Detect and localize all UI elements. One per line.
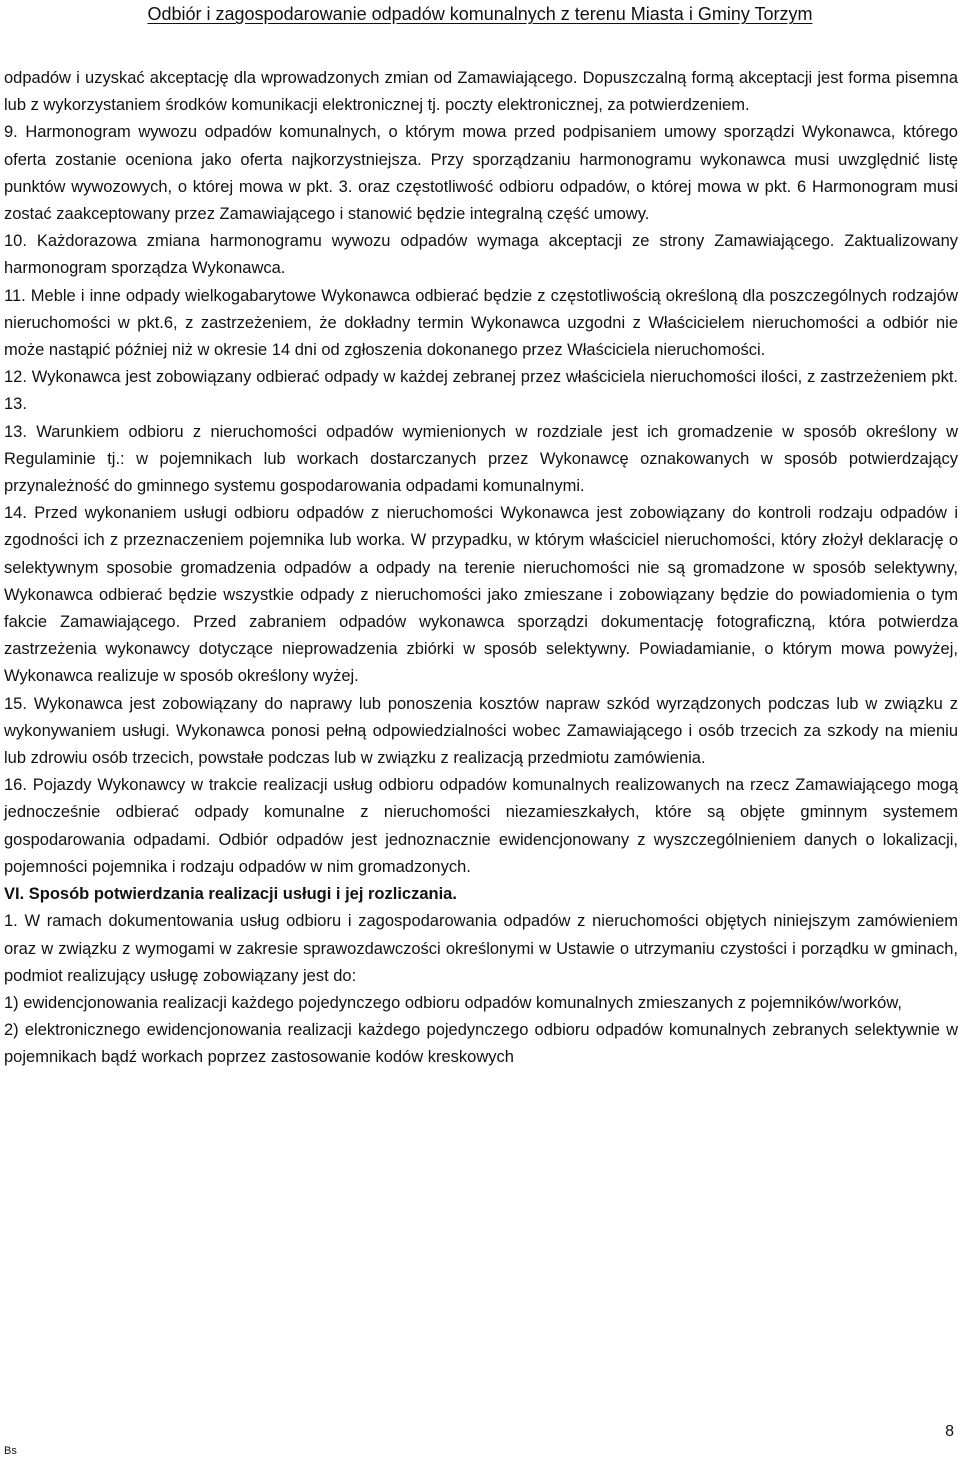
page-number: 8 xyxy=(945,1423,954,1440)
paragraph-item-15: 15. Wykonawca jest zobowiązany do naprawy lub ponoszenia kosztów napraw szkód wyrządzonych podczas lub w związku z wykonywaniem usługi. Wykonawca ponosi pełną odpowiedzialności wobec Zamawiającego i osób trzecich za szkody na mieniu lub zdrowiu osób trzecich, powstałe podczas lub w związku z realizacją przedmiotu zamówienia. xyxy=(4,694,958,768)
paragraph-item-9: 9. Harmonogram wywozu odpadów komunalnych, o którym mowa przed podpisaniem umowy sporządzi Wykonawca, którego oferta zostanie oceniona jako oferta najkorzystniejsza. Przy sporządzaniu harmonogramu wykonawca musi uwzględnić listę punktów wywozowych, o której mowa w pkt. 3. oraz częstotliwość odbioru odpadów, o której mowa w pkt. 6 Harmonogram musi zostać zaakceptowany przez Zamawiającego i stanowić będzie integralną część umowy. xyxy=(4,123,958,224)
document-body xyxy=(4,65,958,1072)
paragraph-continuation: odpadów i uzyskać akceptację dla wprowadzonych zmian od Zamawiającego. Dopuszczalną formą akceptacji jest forma pisemna lub z wykorzystaniem środków komunikacji elektronicznej tj. poczty elektronicznej, za potwierdzeniem. xyxy=(4,69,958,115)
paragraph-item-13: 13. Warunkiem odbioru z nieruchomości odpadów wymienionych w rozdziale jest ich gromadzenie w sposób określony w Regulaminie tj.: w pojemnikach lub workach dostarczanych przez Wykonawcę oznakowanych w sposób potwierdzający przynależność do gminnego systemu gospodarowania odpadami komunalnymi. xyxy=(4,422,958,496)
page-header xyxy=(0,0,960,30)
paragraph-item-16: 16. Pojazdy Wykonawcy w trakcie realizacji usług odbioru odpadów komunalnych realizowanych na rzecz Zamawiającego mogą jednocześnie odbierać odpady komunalne z nieruchomości niezamieszkałych, które są objęte gminnym systemem gospodarowania odpadami. Odbiór odpadów jest jednoznacznie ewidencjonowany z wyszczególnieniem danych o lokalizacji, pojemności pojemnika i rodzaju odpadów w nim gromadzonych. xyxy=(4,776,958,876)
paragraph-item-12: 12. Wykonawca jest zobowiązany odbierać odpady w każdej zebranej przez właściciela nieruchomości ilości, z zastrzeżeniem pkt. 13. xyxy=(4,368,958,414)
footer-mark: Bs xyxy=(4,1445,17,1457)
section-heading: VI. Sposób potwierdzania realizacji usługi i jej rozliczania. xyxy=(4,885,457,904)
paragraph-item-11: 11. Meble i inne odpady wielkogabarytowe Wykonawca odbierać będzie z częstotliwością określoną dla poszczególnych rodzajów nieruchomości w pkt.6, z zastrzeżeniem, że dokładny termin Wykonawca uzgodni z Właścicielem nieruchomości a odbiór nie może nastąpić później niż w okresie 14 dni od zgłoszenia dokonanego przez Właściciela nieruchomości. xyxy=(4,286,958,360)
section-paragraph-1: 1. W ramach dokumentowania usług odbioru i zagospodarowania odpadów z nieruchomości objętych niniejszym zamówieniem oraz w związku z wymogami w zakresie sprawozdawczości określonymi w Ustawie o utrzymaniu czystości i porządku w gminach, podmiot realizujący usługę zobowiązany jest do: xyxy=(4,912,958,985)
section-list-item-2: 2) elektronicznego ewidencjonowania realizacji każdego pojedynczego odbioru odpadów komunalnych zebranych selektywnie w pojemnikach bądź workach poprzez zastosowanie kodów kreskowych xyxy=(4,1021,958,1067)
paragraph-item-14: 14. Przed wykonaniem usługi odbioru odpadów z nieruchomości Wykonawca jest zobowiązany do kontroli rodzaju odpadów i zgodności ich z przeznaczeniem pojemnika lub worka. W przypadku, w którym właściciel nieruchomości, który złożył deklarację o selektywnym sposobie gromadzenia odpadów a odpady na terenie nieruchomości nie są gromadzone w sposób selektywny, Wykonawca odbierać będzie wszystkie odpady z nieruchomości jako zmieszane i zobowiązany będzie do powiadomienia o tym fakcie Zamawiającego. Przed zabraniem odpadów wykonawca sporządzi dokumentację fotograficzną, która potwierdza zastrzeżenia wykonawcy dotyczące nieprowadzenia zbiórki w sposób selektywny. Powiadamianie, o którym mowa powyżej, Wykonawca realizuje w sposób określony wyżej. xyxy=(4,504,958,686)
paragraph-item-10: 10. Każdorazowa zmiana harmonogramu wywozu odpadów wymaga akceptacji ze strony Zamawiającego. Zaktualizowany harmonogram sporządza Wykonawca. xyxy=(4,232,958,278)
document-title: Odbiór i zagospodarowanie odpadów komunalnych z terenu Miasta i Gminy Torzym xyxy=(147,4,813,24)
section-list-item-1: 1) ewidencjonowania realizacji każdego pojedynczego odbioru odpadów komunalnych zmieszanych z pojemników/worków, xyxy=(4,993,902,1012)
